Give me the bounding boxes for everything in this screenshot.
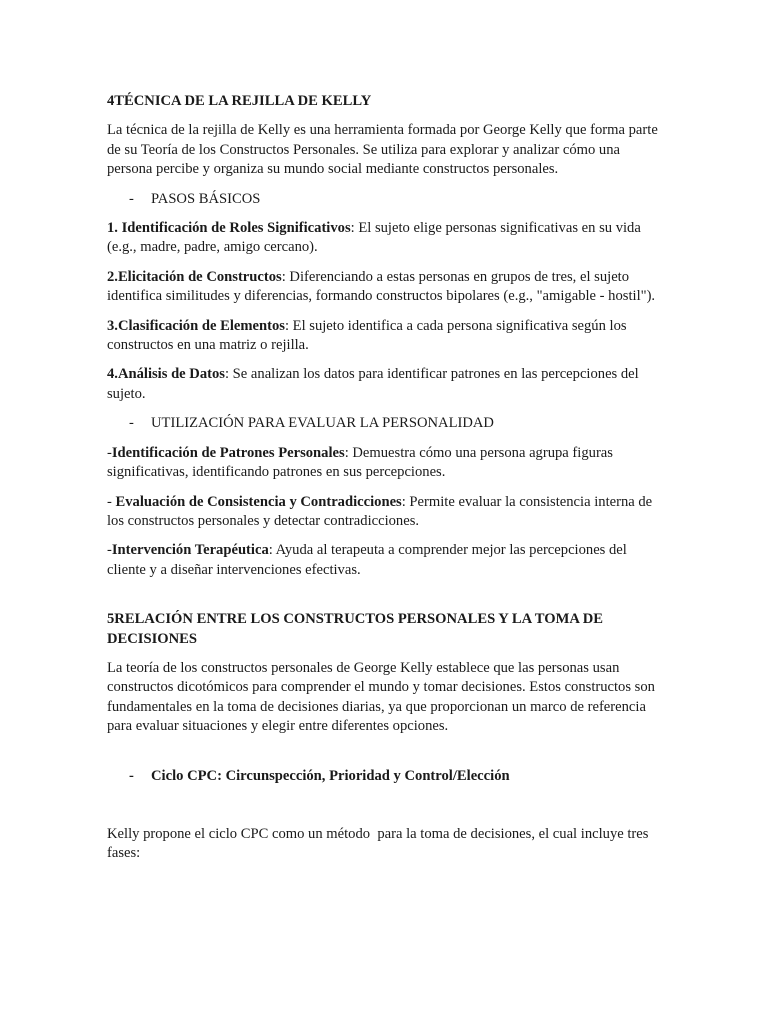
bullet-dash: -	[129, 415, 134, 432]
section-4-heading: 4TÉCNICA DE LA REJILLA DE KELLY	[107, 93, 372, 109]
step-3	[107, 317, 663, 356]
step-4	[107, 365, 663, 404]
use-title: Evaluación de Consistencia y Contradicciones	[115, 493, 402, 510]
document-page	[107, 92, 663, 874]
spacer	[107, 590, 663, 610]
step-2	[107, 268, 663, 307]
step-text: : El sujeto identifica a cada persona significativa según los constructos en una matriz o rejilla.	[107, 317, 627, 354]
spacer	[107, 796, 663, 825]
bullet-utilizacion	[107, 414, 663, 433]
use-text: : Permite evaluar la consistencia interna de los constructos personales y detectar contradicciones.	[107, 493, 653, 529]
step-title: 3.Clasificación de Elementos	[107, 317, 285, 334]
use-prefix: -	[107, 444, 112, 461]
use-prefix: -	[107, 493, 116, 510]
bullet-text: Ciclo CPC: Circunspección, Prioridad y Control/Elección	[151, 767, 510, 784]
section-5-closing: Kelly propone el ciclo CPC como un método para la toma de decisiones, el cual incluye tres fases:	[107, 825, 653, 862]
bullet-text: PASOS BÁSICOS	[151, 190, 261, 207]
section-5-heading: 5RELACIÓN ENTRE LOS CONSTRUCTOS PERSONALES Y LA TOMA DE DECISIONES	[107, 611, 604, 647]
step-text: : El sujeto elige personas significativas en su vida (e.g., madre, padre, amigo cercano).	[107, 220, 641, 256]
use-1	[107, 444, 663, 483]
use-3	[107, 541, 663, 580]
use-title: Identificación de Patrones Personales	[111, 444, 345, 461]
bullet-text: UTILIZACIÓN PARA EVALUAR LA PERSONALIDAD	[151, 415, 494, 432]
step-1	[107, 219, 663, 258]
bullet-dash: -	[129, 190, 134, 207]
spacer	[107, 747, 663, 767]
step-title: 4.Análisis de Datos	[107, 366, 225, 383]
section-5-intro: La teoría de los constructos personales de George Kelly establece que las personas usan constructos dicotómicos para comprender el mundo y tomar decisiones. Estos constructos son fundamentales en la toma de decisiones diarias, ya que proporcionan un marco de referencia para evaluar situaciones y elegir entre diferentes opciones.	[107, 659, 655, 735]
step-text: : Se analizan los datos para identificar patrones en las percepciones del sujeto.	[107, 366, 639, 402]
section-4-intro: La técnica de la rejilla de Kelly es una herramienta formada por George Kelly que forma parte de su Teoría de los Constructos Personales. Se utiliza para explorar y analizar cómo una persona percibe y organiza su mundo social mediante constructos personales.	[107, 122, 658, 178]
use-2	[107, 493, 663, 532]
use-text: : Demuestra cómo una persona agrupa figuras significativas, identificando patrones en sus percepciones.	[107, 444, 613, 481]
use-prefix: -	[107, 542, 112, 559]
step-title: 1. Identificación de Roles Significativos	[107, 220, 351, 237]
step-title: 2.Elicitación de Constructos	[107, 268, 282, 285]
use-title: Intervención Terapéutica	[111, 542, 269, 559]
step-text: : Diferenciando a estas personas en grupos de tres, el sujeto identifica similitudes y diferencias, formando constructos bipolares (e.g., "amigable - hostil").	[107, 268, 656, 305]
bullet-ciclo-cpc	[107, 767, 663, 786]
bullet-pasos-basicos	[107, 190, 663, 209]
bullet-dash: -	[129, 767, 134, 784]
use-text: : Ayuda al terapeuta a comprender mejor las percepciones del cliente y a diseñar intervenciones efectivas.	[107, 542, 627, 578]
